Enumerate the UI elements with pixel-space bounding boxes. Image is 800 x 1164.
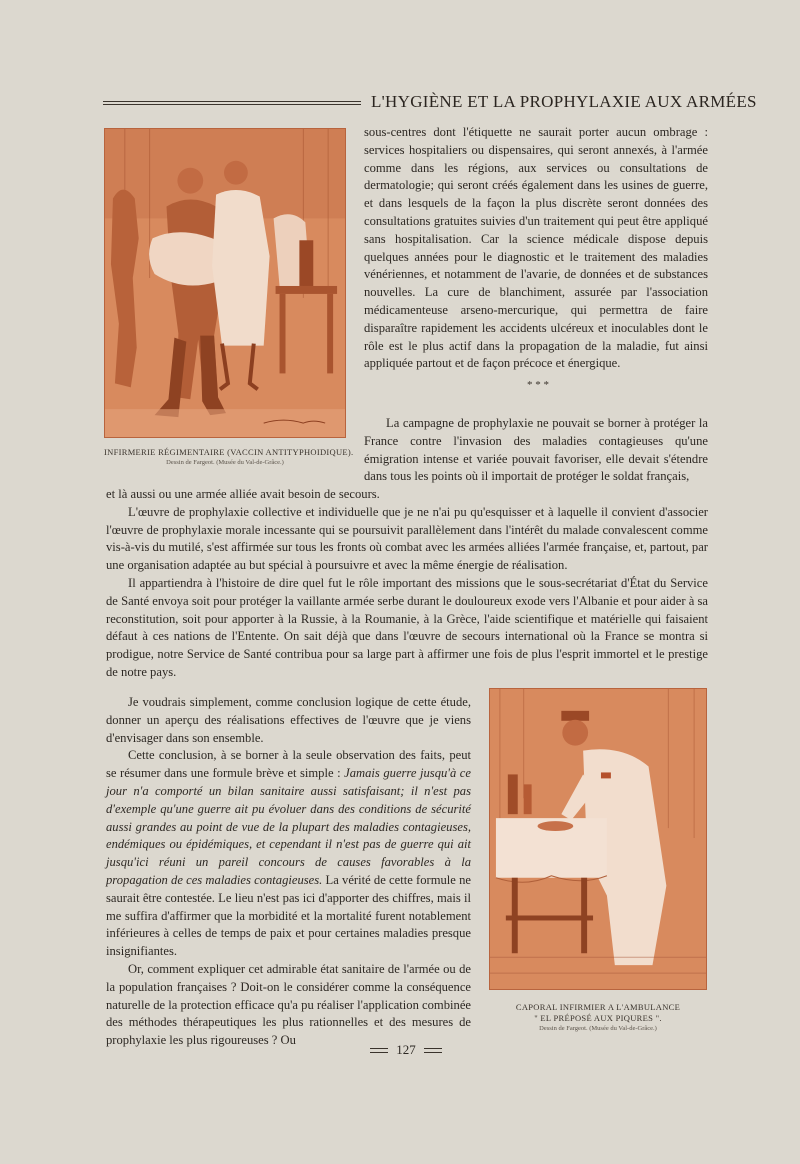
paragraph: et là aussi ou une armée alliée avait besoin de secours.	[106, 487, 380, 501]
page-number-text: 127	[396, 1042, 416, 1057]
running-title: L'HYGIÈNE ET LA PROPHYLAXIE AUX ARMÉES	[371, 92, 757, 111]
paragraph: Or, comment expliquer cet admirable état sanitaire de l'armée ou de la population françaises ? Doit-on le considérer comme la conséquence naturelle de la protection efficace qu'a pu réaliser l'application combinée des méthodes thérapeutiques les plus rationnelles et des mesures de prophylaxie les plus rigoureuses ? Ou	[106, 961, 471, 1048]
text-col-right-1	[364, 124, 708, 373]
paragraph-lead: Cette conclusion, à se borner à la seule observation des faits, peut se résumer dans une formule brève et simple :	[106, 748, 471, 781]
section-separator: * * *	[527, 379, 549, 391]
figure2-caption-credit: Dessin de Fargeot. (Musée du Val-de-Grâce.)	[539, 1025, 657, 1032]
paragraph: Il appartiendra à l'histoire de dire quel fut le rôle important des missions que le sous-secrétariat d'État du Service de Santé envoya soit pour protéger la vaillante armée serbe durant le douloureux exode vers l'Albanie et pour aider à sa reconstitution, soit pour apporter à la Russie, à la Roumanie, à la Grèce, l'aide scientifique et matérielle qui faisaient défaut à ces nations de l'Entente. On sait déjà que dans l'œuvre de secours international où la France se montra si prodigue, notre Service de Santé contribua pour sa large part à affirmer une fois de plus l'esprit immortel et le prestige de notre pays.	[106, 575, 708, 679]
paragraph: sous-centres dont l'étiquette ne saurait porter aucun ombrage : services hospitaliers ou dispensaires, qui seront annexés, à l'armée comme dans les régions, aux services ou consultations de dermatologie; qui seront créés également dans les usines de guerre, et dans lesquels de la façon la plus discrète seront données des consultations gratuites suivies d'un traitement qui peut être appliqué sans hospitalisation. Car la science médicale dispose depuis quelques années pour le diagnostic et le traitement des maladies vénériennes, et notamment de l'avarie, de données et de substances nouvelles. La cure de blanchiment, assurée par l'association médicamenteuse arseno-mercurique, qui permettra de faire disparaître rapidement les accidents ulcéreux et inoculables dont le rôle est le plus actif dans la propagation de la maladie, fut ainsi appliquée partout et de façon précoce et énergique.	[364, 125, 708, 371]
running-header	[103, 92, 757, 118]
paragraph	[106, 747, 471, 961]
figure1-caption-title: INFIRMERIE RÉGIMENTAIRE (VACCIN ANTITYPHOIDIQUE).	[104, 447, 354, 457]
page-number	[370, 1042, 442, 1060]
illustration-caporal-infirmier	[489, 688, 707, 990]
text-col-left	[106, 694, 471, 1050]
text-full-width	[106, 486, 708, 682]
figure2-caption-title-line1: CAPORAL INFIRMIER A L'AMBULANCE	[515, 1002, 681, 1012]
illustration-infirmerie-drawing	[105, 129, 345, 437]
folio-rule-left	[370, 1048, 388, 1053]
illustration-infirmerie	[104, 128, 346, 438]
paragraph: Je voudrais simplement, comme conclusion logique de cette étude, donner un aperçu des réalisations effectives de l'œuvre que je viens d'envisager dans son ensemble.	[106, 695, 471, 745]
figure2-caption-title-line2: " EL PRÉPOSÉ AUX PIQURES ".	[534, 1013, 662, 1023]
paragraph-tail: La vérité de cette formule ne saurait être contestée. Le lieu n'est pas ici d'apporter des chiffres, mais il me suffira d'affirmer que la morbidité et la mortalité furent notablement inférieures à celles de temps de paix et pour certaines maladies presque insignifiantes.	[106, 872, 471, 959]
figure1-caption-credit: Dessin de Fargeot. (Musée du Val-de-Grâce.)	[166, 459, 284, 466]
paragraph: La campagne de prophylaxie ne pouvait se borner à protéger la France contre l'invasion des maladies contagieuses qu'une émigration intense et variée pouvait favoriser, elle devait s'étendre dans tous les points où il importait de protéger le soldat français,	[364, 416, 708, 484]
illustration-caporal-drawing	[490, 689, 706, 989]
figure2-caption	[489, 1002, 707, 1033]
italic-formula: Jamais guerre jusqu'à ce jour n'a comporté un bilan sanitaire aussi satisfaisant; il n'est pas d'exemple qu'une guerre ait pu évoluer dans des conditions de sécurité aussi grandes au point de vue de la plupart des maladies contagieuses, endémiques ou épidémiques, et cependant il n'est pas de guerre qui ait jusqu'ici réuni un pareil concours de causes favorables à la propagation de ces maladies contagieuses.	[106, 766, 471, 887]
folio-rule-right	[424, 1048, 442, 1053]
figure1-caption	[104, 447, 354, 467]
header-rule	[103, 101, 361, 105]
paragraph: L'œuvre de prophylaxie collective et individuelle que je ne n'ai pu qu'esquisser et à laquelle il convient d'associer l'œuvre de prophylaxie morale incessante qui se poursuivit parallèlement dans l'intérêt du malade convalescent comme vis-à-vis du mutilé, s'est affirmée sur tous les fronts où combat avec les armées alliées l'armée française, et, partout, par une organisation adaptée au but spécial à poursuivre et avec la même énergie de réalisation.	[106, 504, 708, 573]
text-col-right-2	[364, 415, 708, 486]
